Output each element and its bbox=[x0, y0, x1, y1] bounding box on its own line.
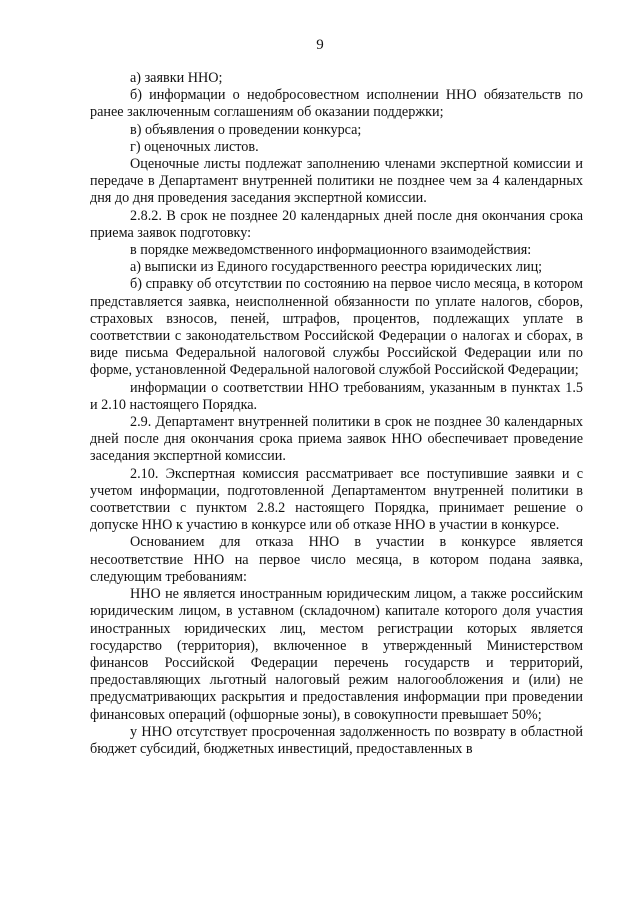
paragraph: информации о соответствии ННО требованиям, указанным в пунктах 1.5 и 2.10 настоящего Порядка. bbox=[90, 379, 583, 413]
paragraph: б) информации о недобросовестном исполнении ННО обязательств по ранее заключенным соглашениям об оказании поддержки; bbox=[90, 87, 583, 121]
paragraph: в) объявления о проведении конкурса; bbox=[130, 121, 362, 138]
paragraph: 2.10. Экспертная комиссия рассматривает все поступившие заявки и с учетом информации, подготовленной Департаментом внутренней политики в соответствии с пунктом 2.8.2 настоящего Порядка, принимает решение о допуске ННО к участию в конкурсе или об отказе ННО в участии в конкурсе. bbox=[90, 465, 583, 534]
paragraph: Оценочные листы подлежат заполнению членами экспертной комиссии и передаче в Департамент внутренней политики не позднее чем за 4 календарных дня до дня проведения заседания экспертной комиссии. bbox=[90, 156, 583, 207]
paragraph: 2.8.2. В срок не позднее 20 календарных дней после дня окончания срока приема заявок подготовку: bbox=[90, 207, 583, 241]
document-body bbox=[90, 70, 583, 758]
paragraph: а) заявки ННО; bbox=[130, 70, 223, 86]
paragraph: Основанием для отказа ННО в участии в конкурсе является несоответствие ННО на первое число месяца, в котором подана заявка, следующим требованиям: bbox=[90, 534, 583, 585]
page-number: 9 bbox=[316, 37, 324, 53]
paragraph: в порядке межведомственного информационного взаимодействия: bbox=[130, 242, 532, 259]
paragraph: 2.9. Департамент внутренней политики в срок не позднее 30 календарных дней после дня окончания срока приема заявок ННО обеспечивает проведение заседания экспертной комиссии. bbox=[90, 414, 583, 465]
paragraph: ННО не является иностранным юридическим лицом, а также российским юридическим лицом, в уставном (складочном) капитале которого доля участия иностранных юридических лиц, местом регистрации которых является государство (территория), включенное в утвержденный Министерством финансов Российской Федерации перечень государств и территорий, предоставляющих льготный налоговый режим налогообложения и (или) не предусматривающих раскрытия и предоставления информации при проведении финансовых операций (офшорные зоны), в совокупности превышает 50%; bbox=[90, 586, 583, 723]
paragraph: г) оценочных листов. bbox=[130, 138, 259, 155]
paragraph: у ННО отсутствует просроченная задолженность по возврату в областной бюджет субсидий, бюджетных инвестиций, предоставленных в bbox=[90, 723, 583, 757]
paragraph: а) выписки из Единого государственного реестра юридических лиц; bbox=[130, 259, 543, 276]
paragraph: б) справку об отсутствии по состоянию на первое число месяца, в котором представляется заявка, неисполненной обязанности по уплате налогов, сборов, страховых взносов, пеней, штрафов, процентов, подлежащих уплате в соответствии с законодательством Российской Федерации о налогах и сборах, в виде письма Федеральной налоговой службы Российской Федерации или по форме, установленной Федеральной налоговой службой Российской Федерации; bbox=[90, 276, 583, 379]
